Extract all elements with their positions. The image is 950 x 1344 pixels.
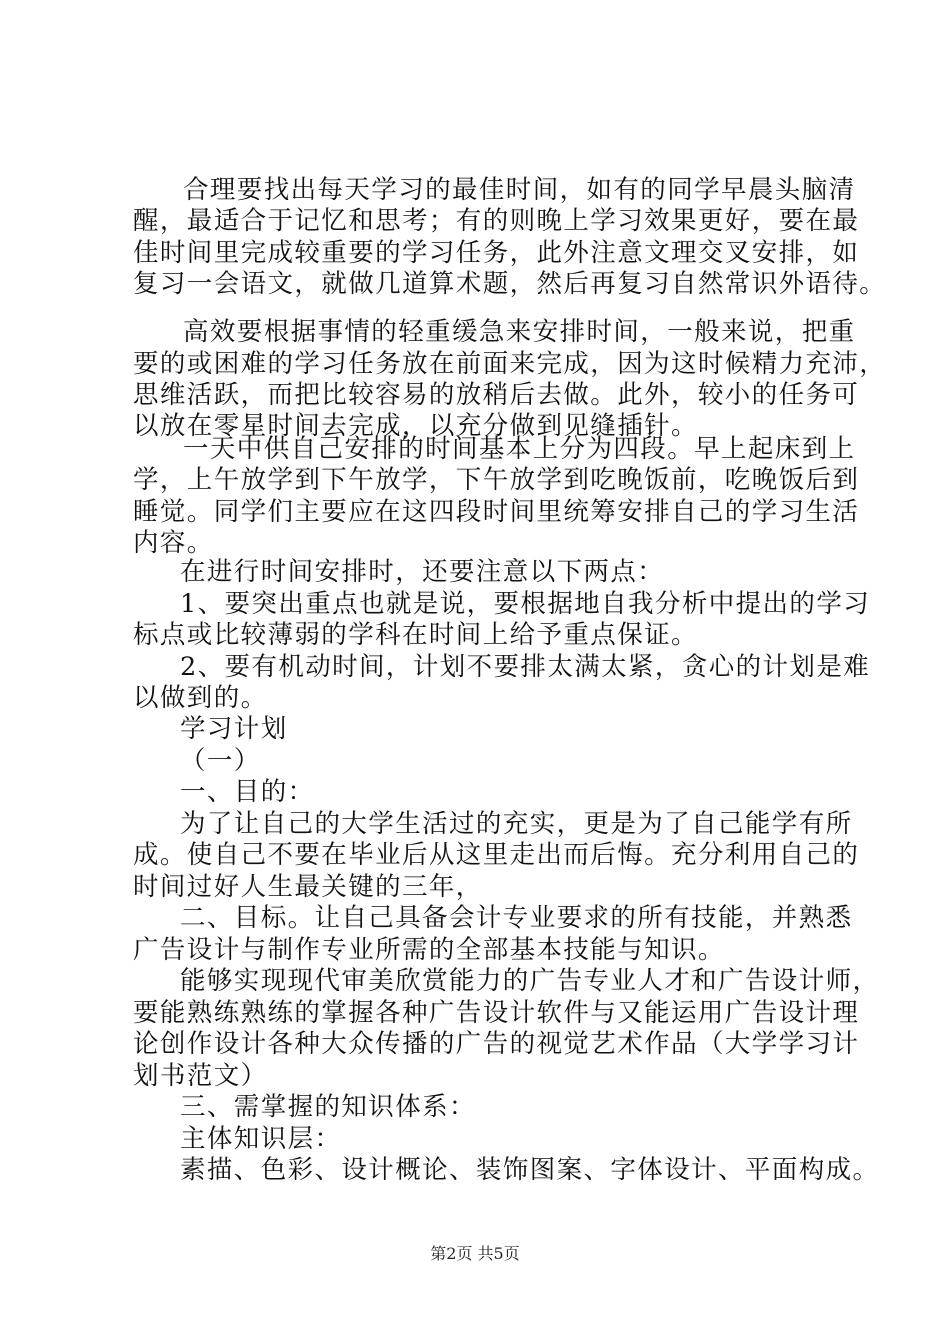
- text-line: 思维活跃，而把比较容易的放稍后去做。此外，较小的任务可: [133, 380, 860, 410]
- text-line: 醒，最适合于记忆和思考；有的则晚上学习效果更好，要在最: [133, 206, 860, 236]
- text-line: 在进行时间安排时，还要注意以下两点：: [180, 557, 665, 587]
- text-line: 一、目的：: [180, 777, 315, 807]
- text-line: 要能熟练熟练的掌握各种广告设计软件与又能运用广告设计理: [133, 998, 860, 1028]
- text-line: 成。使自己不要在毕业后从这里走出而后悔。充分利用自己的: [133, 840, 860, 870]
- text-line: 佳时间里完成较重要的学习任务，此外注意文理交叉安排，如: [133, 238, 860, 268]
- text-line: 1、要突出重点也就是说，要根据地自我分析中提出的学习: [180, 589, 871, 619]
- text-line: 合理要找出每天学习的最佳时间，如有的同学早晨头脑清: [183, 175, 856, 205]
- text-line: 划书范文）: [133, 1061, 268, 1091]
- text-line: 一天中供自己安排的时间基本上分为四段。早上起床到上: [183, 434, 856, 464]
- text-line: 广告设计与制作专业所需的全部基本技能与知识。: [133, 935, 725, 965]
- text-line: 学习计划: [180, 714, 288, 744]
- page-number-footer: 第2页 共5页: [430, 1244, 520, 1263]
- text-line: 学，上午放学到下午放学，下午放学到吃晚饭前，吃晚饭后到: [133, 465, 860, 495]
- text-line: 为了让自己的大学生活过的充实，更是为了自己能学有所: [180, 809, 853, 839]
- text-line: 要的或困难的学习任务放在前面来完成，因为这时候精力充沛，: [133, 349, 887, 379]
- text-line: 内容。: [133, 528, 214, 558]
- text-line: 论创作设计各种大众传播的广告的视觉艺术作品（大学学习计: [133, 1029, 860, 1059]
- text-line: 时间过好人生最关键的三年，: [133, 872, 483, 902]
- text-line: 二、目标。让自己具备会计专业要求的所有技能，并熟悉: [180, 903, 853, 933]
- text-line: 复习一会语文，就做几道算术题，然后再复习自然常识外语待。: [133, 269, 887, 299]
- text-line: 能够实现现代审美欣赏能力的广告专业人才和广告设计师，: [180, 966, 880, 996]
- text-line: 睡觉。同学们主要应在这四段时间里统筹安排自己的学习生活: [133, 497, 860, 527]
- text-line: 标点或比较薄弱的学科在时间上给予重点保证。: [133, 620, 698, 650]
- text-line: 素描、色彩、设计概论、装饰图案、字体设计、平面构成。: [180, 1155, 880, 1185]
- text-line: （一）: [180, 746, 261, 776]
- text-line: 高效要根据事情的轻重缓急来安排时间，一般来说，把重: [183, 317, 856, 347]
- text-line: 2、要有机动时间，计划不要排太满太紧，贪心的计划是难: [180, 652, 871, 682]
- text-line: 三、需掌握的知识体系：: [180, 1092, 476, 1122]
- text-line: 以放在零星时间去完成，以充分做到见缝插针。: [133, 411, 698, 441]
- text-line: 主体知识层：: [180, 1124, 342, 1154]
- text-line: 以做到的。: [133, 683, 268, 713]
